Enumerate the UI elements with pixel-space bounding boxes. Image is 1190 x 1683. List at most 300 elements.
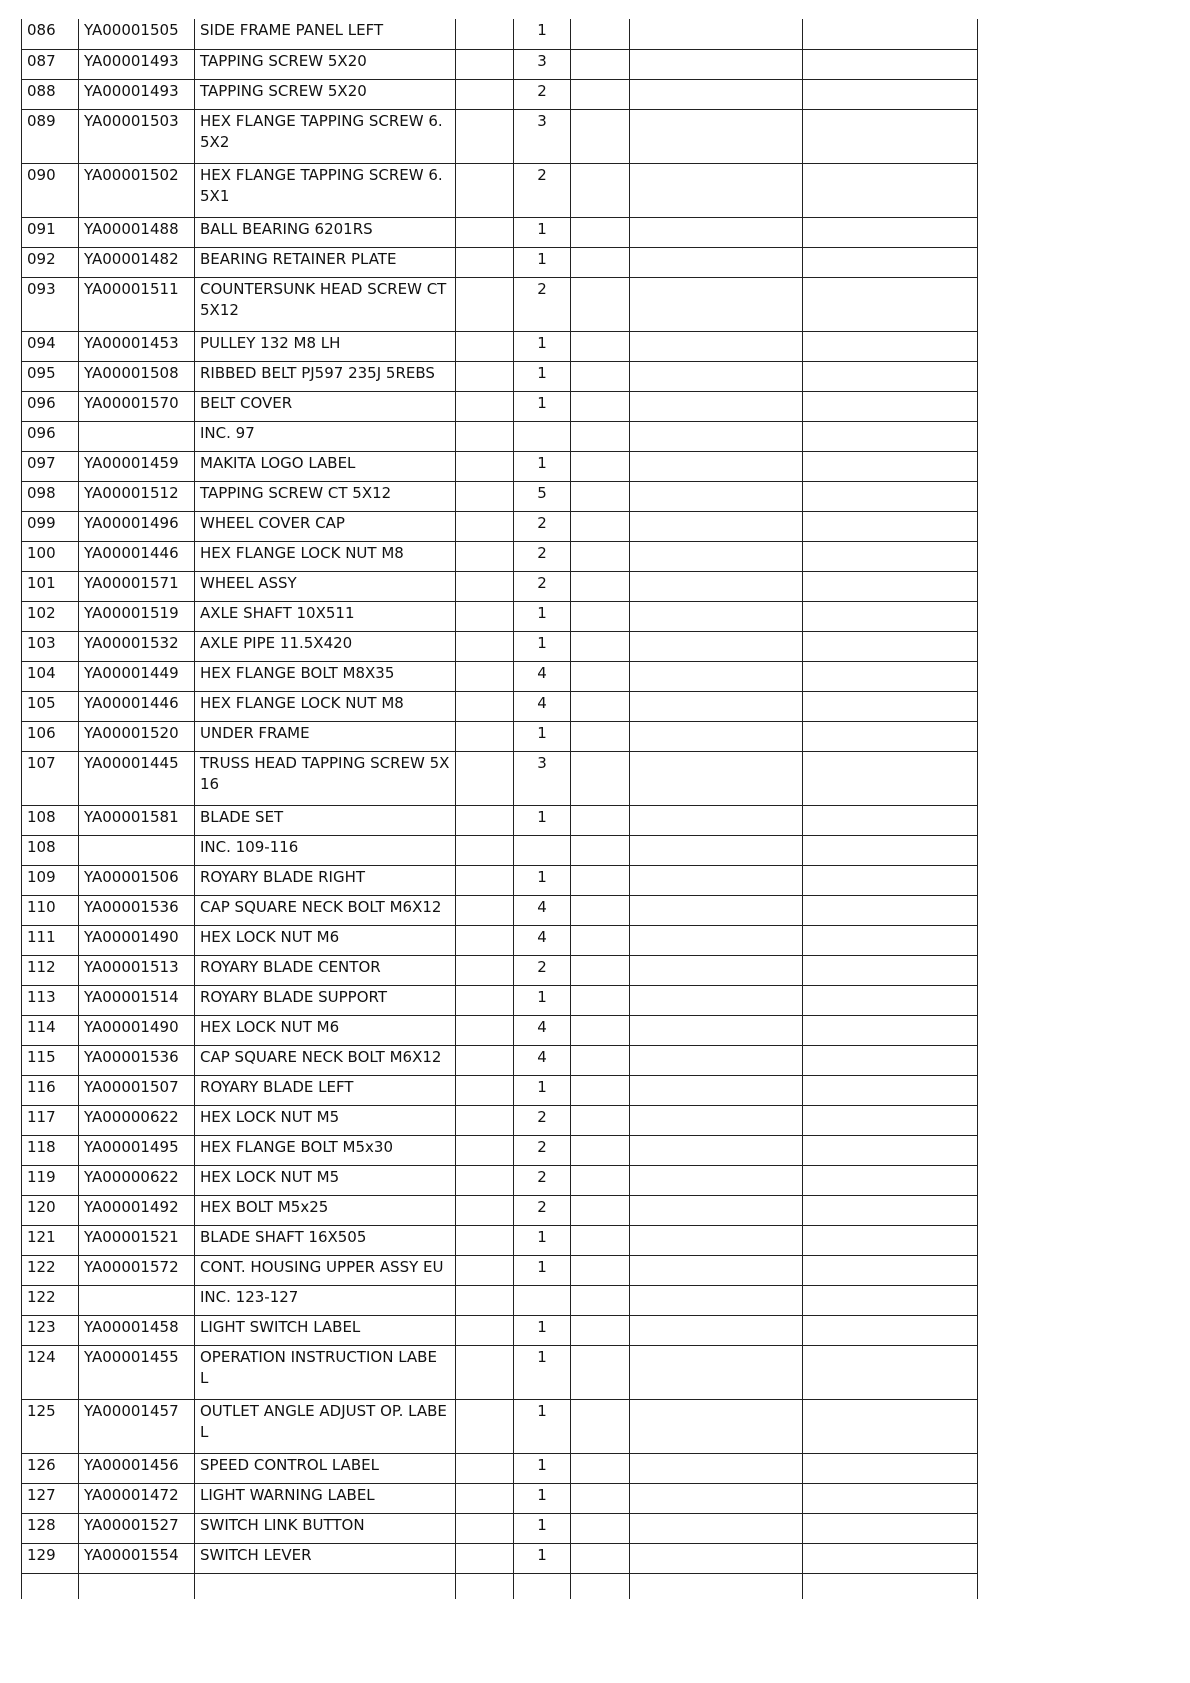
blank-cell [803,1345,978,1399]
blank-cell [803,1075,978,1105]
blank-cell [456,1573,514,1599]
blank-cell [571,163,630,217]
blank-cell [456,1195,514,1225]
part-number-cell: 123 [22,1315,79,1345]
quantity-cell [514,1285,571,1315]
blank-cell [803,955,978,985]
quantity-cell: 2 [514,1135,571,1165]
blank-cell [630,79,803,109]
blank-cell [456,1399,514,1453]
quantity-cell: 1 [514,217,571,247]
blank-cell [803,1483,978,1513]
description-cell: LIGHT SWITCH LABEL [195,1315,456,1345]
blank-cell [803,865,978,895]
blank-cell [803,895,978,925]
part-number-cell: 127 [22,1483,79,1513]
quantity-cell: 2 [514,571,571,601]
blank-cell [803,163,978,217]
blank-cell [630,1015,803,1045]
blank-cell [571,1399,630,1453]
part-number-cell: 105 [22,691,79,721]
blank-cell [571,955,630,985]
quantity-cell [514,835,571,865]
table-row [22,277,978,331]
blank-cell [630,1255,803,1285]
part-number-cell: 129 [22,1543,79,1573]
quantity-cell: 4 [514,925,571,955]
part-code-cell: YA00001496 [79,511,195,541]
part-number-cell: 122 [22,1285,79,1315]
part-code-cell: YA00001493 [79,49,195,79]
blank-cell [571,751,630,805]
blank-cell [630,451,803,481]
description-cell: SPEED CONTROL LABEL [195,1453,456,1483]
blank-cell [571,925,630,955]
blank-cell [571,835,630,865]
blank-cell [571,1543,630,1573]
part-number-cell: 107 [22,751,79,805]
blank-cell [456,925,514,955]
part-code-cell: YA00001488 [79,217,195,247]
description-cell: HEX FLANGE LOCK NUT M8 [195,691,456,721]
blank-cell [456,451,514,481]
blank-cell [456,247,514,277]
blank-cell [571,1105,630,1135]
part-code-cell: YA00001456 [79,1453,195,1483]
description-cell: WHEEL COVER CAP [195,511,456,541]
part-number-cell: 122 [22,1255,79,1285]
blank-cell [456,277,514,331]
description-cell: UNDER FRAME [195,721,456,751]
blank-cell [456,1105,514,1135]
part-number-cell: 097 [22,451,79,481]
table-row [22,1453,978,1483]
quantity-cell: 1 [514,451,571,481]
blank-cell [571,391,630,421]
description-cell: SWITCH LINK BUTTON [195,1513,456,1543]
part-code-cell: YA00001493 [79,79,195,109]
quantity-cell: 4 [514,661,571,691]
part-number-cell: 125 [22,1399,79,1453]
quantity-cell: 2 [514,163,571,217]
blank-cell [630,163,803,217]
blank-cell [803,1315,978,1345]
part-code-cell: YA00001482 [79,247,195,277]
description-cell: SIDE FRAME PANEL LEFT [195,19,456,49]
blank-cell [571,1453,630,1483]
description-cell: HEX LOCK NUT M5 [195,1105,456,1135]
table-row [22,361,978,391]
description-cell: BELT COVER [195,391,456,421]
part-number-cell: 088 [22,79,79,109]
quantity-cell: 1 [514,391,571,421]
part-number-cell: 089 [22,109,79,163]
blank-cell [456,1165,514,1195]
description-cell: HEX FLANGE BOLT M8X35 [195,661,456,691]
blank-cell [456,163,514,217]
blank-cell [630,391,803,421]
part-code-cell: YA00001512 [79,481,195,511]
quantity-cell: 1 [514,601,571,631]
blank-cell [571,691,630,721]
table-row [22,1399,978,1453]
description-cell: HEX FLANGE TAPPING SCREW 6. 5X1 [195,163,456,217]
table-row [22,955,978,985]
blank-cell [571,1075,630,1105]
description-cell: AXLE PIPE 11.5X420 [195,631,456,661]
table-row [22,751,978,805]
part-code-cell: YA00001502 [79,163,195,217]
blank-cell [571,1513,630,1543]
table-row [22,1225,978,1255]
part-code-cell: YA00001503 [79,109,195,163]
blank-cell [571,1315,630,1345]
description-cell: TAPPING SCREW CT 5X12 [195,481,456,511]
blank-cell [803,1015,978,1045]
table-row [22,481,978,511]
part-code-cell: YA00001570 [79,391,195,421]
description-cell: HEX BOLT M5x25 [195,1195,456,1225]
table-row [22,79,978,109]
part-number-cell: 099 [22,511,79,541]
blank-cell [630,631,803,661]
part-number-cell: 096 [22,421,79,451]
blank-cell [456,541,514,571]
blank-cell [571,895,630,925]
table-row [22,1165,978,1195]
blank-cell [803,19,978,49]
blank-cell [571,421,630,451]
blank-cell [456,721,514,751]
blank-cell [456,985,514,1015]
blank-cell [630,1105,803,1135]
table-row [22,1105,978,1135]
blank-cell [630,511,803,541]
blank-cell [456,955,514,985]
blank-cell [456,631,514,661]
part-code-cell: YA00000622 [79,1165,195,1195]
blank-cell [803,661,978,691]
table-row [22,109,978,163]
part-code-cell: YA00001505 [79,19,195,49]
part-number-cell: 101 [22,571,79,601]
table-row [22,1195,978,1225]
blank-cell [630,661,803,691]
blank-cell [630,1543,803,1573]
description-cell: OPERATION INSTRUCTION LABE L [195,1345,456,1399]
part-number-cell: 104 [22,661,79,691]
table-row [22,1285,978,1315]
part-code-cell [79,1285,195,1315]
parts-list-sheet [21,19,977,1599]
blank-cell [456,751,514,805]
table-row [22,421,978,451]
description-cell: TAPPING SCREW 5X20 [195,79,456,109]
blank-cell [630,361,803,391]
description-cell: HEX LOCK NUT M6 [195,1015,456,1045]
part-number-cell: 095 [22,361,79,391]
part-code-cell: YA00001446 [79,541,195,571]
part-number-cell: 090 [22,163,79,217]
table-row [22,661,978,691]
table-row [22,985,978,1015]
blank-cell [456,601,514,631]
quantity-cell: 4 [514,1045,571,1075]
blank-cell [803,451,978,481]
blank-cell [630,1453,803,1483]
blank-cell [803,481,978,511]
part-number-cell: 102 [22,601,79,631]
part-code-cell: YA00001449 [79,661,195,691]
blank-cell [571,511,630,541]
quantity-cell: 3 [514,751,571,805]
description-cell: BLADE SHAFT 16X505 [195,1225,456,1255]
quantity-cell: 1 [514,1315,571,1345]
blank-cell [456,109,514,163]
description-cell: MAKITA LOGO LABEL [195,451,456,481]
table-row [22,835,978,865]
blank-cell [803,985,978,1015]
part-code-cell: YA00001536 [79,895,195,925]
parts-table [21,19,978,1599]
part-code-cell: YA00001490 [79,1015,195,1045]
part-code-cell: YA00001457 [79,1399,195,1453]
description-cell: HEX LOCK NUT M6 [195,925,456,955]
blank-cell [571,1165,630,1195]
table-row [22,1513,978,1543]
quantity-cell: 2 [514,955,571,985]
blank-cell [803,421,978,451]
quantity-cell: 1 [514,361,571,391]
table-row [22,805,978,835]
blank-cell [571,541,630,571]
blank-cell [456,331,514,361]
blank-cell [803,1513,978,1543]
part-code-cell: YA00001459 [79,451,195,481]
blank-cell [195,1573,456,1599]
blank-cell [630,1195,803,1225]
blank-cell [803,1135,978,1165]
blank-cell [571,1225,630,1255]
blank-cell [514,1573,571,1599]
blank-cell [630,421,803,451]
blank-cell [803,511,978,541]
part-number-cell: 117 [22,1105,79,1135]
table-row [22,1255,978,1285]
quantity-cell: 1 [514,805,571,835]
description-cell: AXLE SHAFT 10X511 [195,601,456,631]
blank-cell [571,79,630,109]
blank-cell [803,1543,978,1573]
blank-cell [803,361,978,391]
part-number-cell: 108 [22,805,79,835]
quantity-cell: 2 [514,1105,571,1135]
quantity-cell: 2 [514,277,571,331]
table-row [22,721,978,751]
table-row [22,217,978,247]
table-row [22,1483,978,1513]
description-cell: WHEEL ASSY [195,571,456,601]
table-row [22,451,978,481]
blank-cell [571,331,630,361]
blank-cell [571,1255,630,1285]
part-number-cell: 093 [22,277,79,331]
blank-cell [630,1225,803,1255]
blank-cell [571,451,630,481]
quantity-cell: 1 [514,1483,571,1513]
blank-cell [630,1285,803,1315]
part-number-cell: 120 [22,1195,79,1225]
quantity-cell: 2 [514,79,571,109]
description-cell: COUNTERSUNK HEAD SCREW CT 5X12 [195,277,456,331]
description-cell: RIBBED BELT PJ597 235J 5REBS [195,361,456,391]
blank-cell [571,1195,630,1225]
quantity-cell: 1 [514,865,571,895]
blank-cell [803,247,978,277]
part-number-cell: 087 [22,49,79,79]
part-number-cell: 091 [22,217,79,247]
table-row [22,865,978,895]
part-number-cell: 096 [22,391,79,421]
part-code-cell: YA00000622 [79,1105,195,1135]
part-number-cell: 114 [22,1015,79,1045]
quantity-cell: 1 [514,1345,571,1399]
description-cell: ROYARY BLADE CENTOR [195,955,456,985]
quantity-cell: 1 [514,1513,571,1543]
blank-cell [456,1135,514,1165]
table-row [22,1015,978,1045]
quantity-cell: 2 [514,511,571,541]
table-row [22,1315,978,1345]
blank-cell [456,391,514,421]
blank-cell [571,1345,630,1399]
part-number-cell: 112 [22,955,79,985]
blank-cell [456,1345,514,1399]
quantity-cell: 1 [514,1543,571,1573]
part-code-cell: YA00001508 [79,361,195,391]
blank-cell [803,805,978,835]
part-number-cell: 118 [22,1135,79,1165]
part-code-cell: YA00001581 [79,805,195,835]
blank-cell [803,751,978,805]
blank-cell [456,361,514,391]
table-row [22,1075,978,1105]
part-number-cell: 103 [22,631,79,661]
blank-cell [630,1315,803,1345]
description-cell: HEX FLANGE LOCK NUT M8 [195,541,456,571]
blank-cell [803,391,978,421]
part-code-cell [79,421,195,451]
table-row [22,631,978,661]
blank-cell [571,277,630,331]
blank-cell [456,1255,514,1285]
quantity-cell: 4 [514,895,571,925]
blank-cell [803,1105,978,1135]
blank-cell [630,331,803,361]
quantity-cell: 1 [514,247,571,277]
quantity-cell: 3 [514,109,571,163]
blank-cell [630,985,803,1015]
blank-cell [456,1483,514,1513]
blank-cell [630,481,803,511]
description-cell: BLADE SET [195,805,456,835]
table-row [22,571,978,601]
blank-cell [630,1045,803,1075]
description-cell: PULLEY 132 M8 LH [195,331,456,361]
blank-cell [456,1225,514,1255]
blank-cell [630,1513,803,1543]
quantity-cell: 1 [514,331,571,361]
part-code-cell: YA00001455 [79,1345,195,1399]
blank-cell [630,805,803,835]
part-number-cell: 111 [22,925,79,955]
blank-cell [456,421,514,451]
blank-cell [803,1255,978,1285]
part-number-cell: 113 [22,985,79,1015]
quantity-cell: 1 [514,985,571,1015]
blank-cell [571,109,630,163]
part-code-cell: YA00001521 [79,1225,195,1255]
blank-cell [803,541,978,571]
quantity-cell: 3 [514,49,571,79]
blank-cell [456,217,514,247]
part-number-cell: 092 [22,247,79,277]
blank-cell [456,1015,514,1045]
blank-cell [803,109,978,163]
part-number-cell: 115 [22,1045,79,1075]
quantity-cell: 1 [514,1255,571,1285]
blank-cell [456,481,514,511]
blank-cell [630,277,803,331]
part-number-cell: 086 [22,19,79,49]
description-cell: TAPPING SCREW 5X20 [195,49,456,79]
blank-cell [456,691,514,721]
blank-cell [571,1483,630,1513]
blank-cell [456,1513,514,1543]
part-number-cell: 110 [22,895,79,925]
blank-cell [630,1165,803,1195]
blank-cell [456,1075,514,1105]
blank-cell [456,511,514,541]
description-cell: HEX LOCK NUT M5 [195,1165,456,1195]
table-row [22,1045,978,1075]
blank-cell [571,49,630,79]
blank-cell [571,1573,630,1599]
quantity-cell: 2 [514,1165,571,1195]
table-row [22,331,978,361]
part-code-cell: YA00001453 [79,331,195,361]
quantity-cell: 1 [514,1225,571,1255]
part-code-cell: YA00001446 [79,691,195,721]
quantity-cell [514,421,571,451]
blank-cell [571,631,630,661]
table-row [22,925,978,955]
table-row [22,1345,978,1399]
blank-cell [571,217,630,247]
blank-cell [630,1075,803,1105]
blank-cell [803,217,978,247]
blank-cell [630,955,803,985]
blank-cell [803,835,978,865]
part-number-cell: 106 [22,721,79,751]
description-cell: INC. 97 [195,421,456,451]
blank-cell [456,571,514,601]
blank-cell [630,571,803,601]
part-code-cell: YA00001514 [79,985,195,1015]
part-code-cell: YA00001554 [79,1543,195,1573]
part-number-cell: 100 [22,541,79,571]
blank-cell [803,1573,978,1599]
